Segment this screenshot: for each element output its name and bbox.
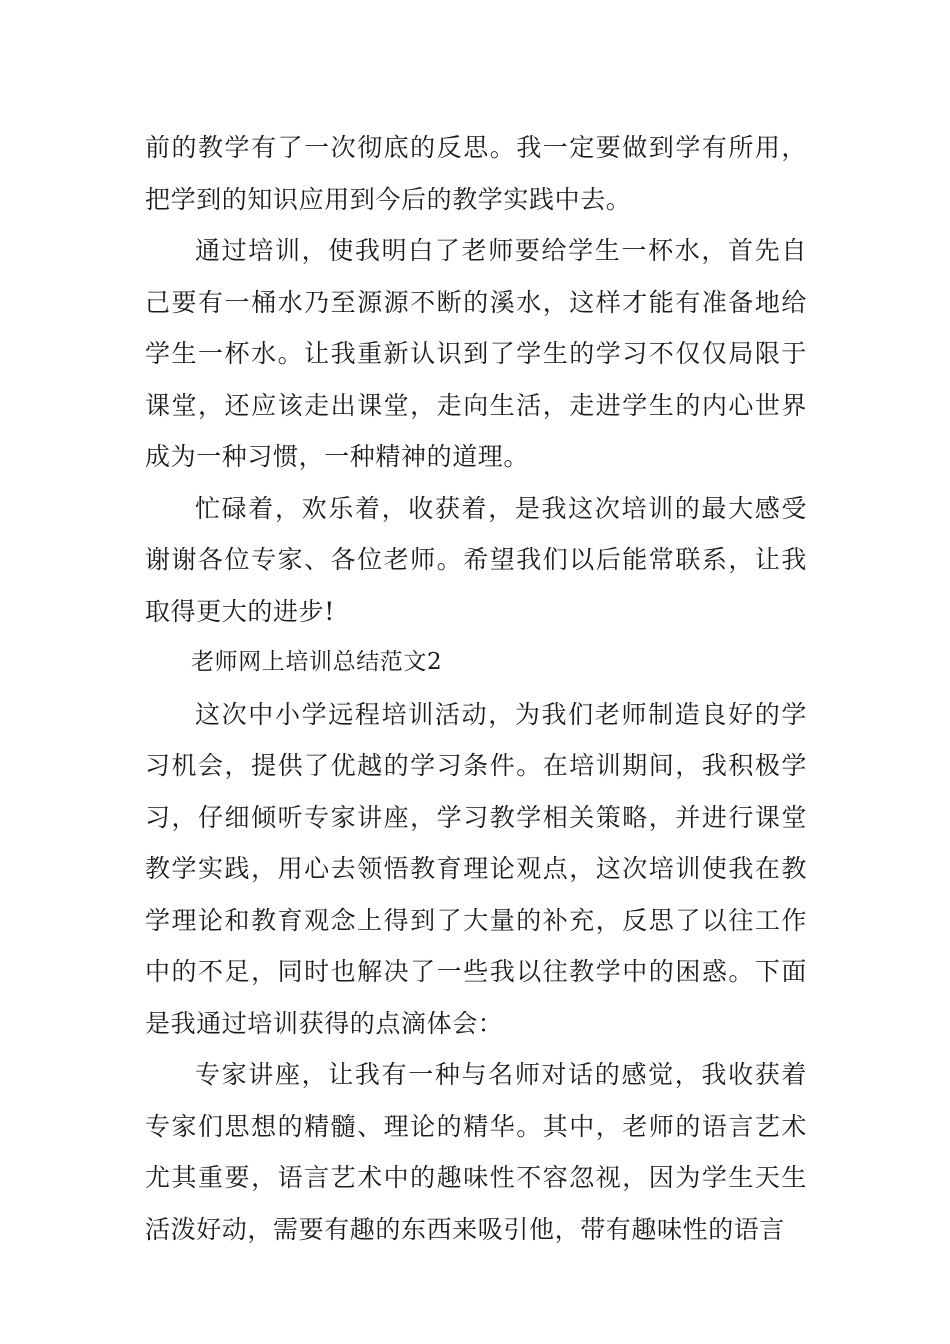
paragraph-expert-lecture: 专家讲座，让我有一种与名师对话的感觉，我收获着专家们思想的精髓、理论的精华。其中，老师的语言艺术尤其重要，语言艺术中的趣味性不容忽视，因为学生天生活泼好动，需要有趣的东西来吸引他，带有趣味性的语言 xyxy=(145,1060,807,1244)
paragraph-training-reflection: 通过培训，使我明白了老师要给学生一杯水，首先自己要有一桶水乃至源源不断的溪水，这样才能有准备地给学生一杯水。让我重新认识到了学生的学习不仅仅局限于课堂，还应该走出课堂，走向生活，走进学生的内心世界成为一种习惯，一种精神的道理。 xyxy=(145,236,807,471)
paragraph-remote-training: 这次中小学远程培训活动，为我们老师制造良好的学习机会，提供了优越的学习条件。在培训期间，我积极学习，仔细倾听专家讲座，学习教学相关策略，并进行课堂教学实践，用心去领悟教育理论观点，这次培训使我在教学理论和教育观念上得到了大量的补充，反思了以往工作中的不足，同时也解决了一些我以往教学中的困惑。下面是我通过培训获得的点滴体会： xyxy=(145,699,807,1038)
document-body xyxy=(145,122,807,1255)
paragraph-continued: 前的教学有了一次彻底的反思。我一定要做到学有所用，把学到的知识应用到今后的教学实践中去。 xyxy=(145,133,807,214)
section-heading: 老师网上培训总结范文2 xyxy=(191,649,443,675)
paragraph-thanks: 忙碌着，欢乐着，收获着，是我这次培训的最大感受谢谢各位专家、各位老师。希望我们以后能常联系，让我取得更大的进步! xyxy=(145,493,807,626)
